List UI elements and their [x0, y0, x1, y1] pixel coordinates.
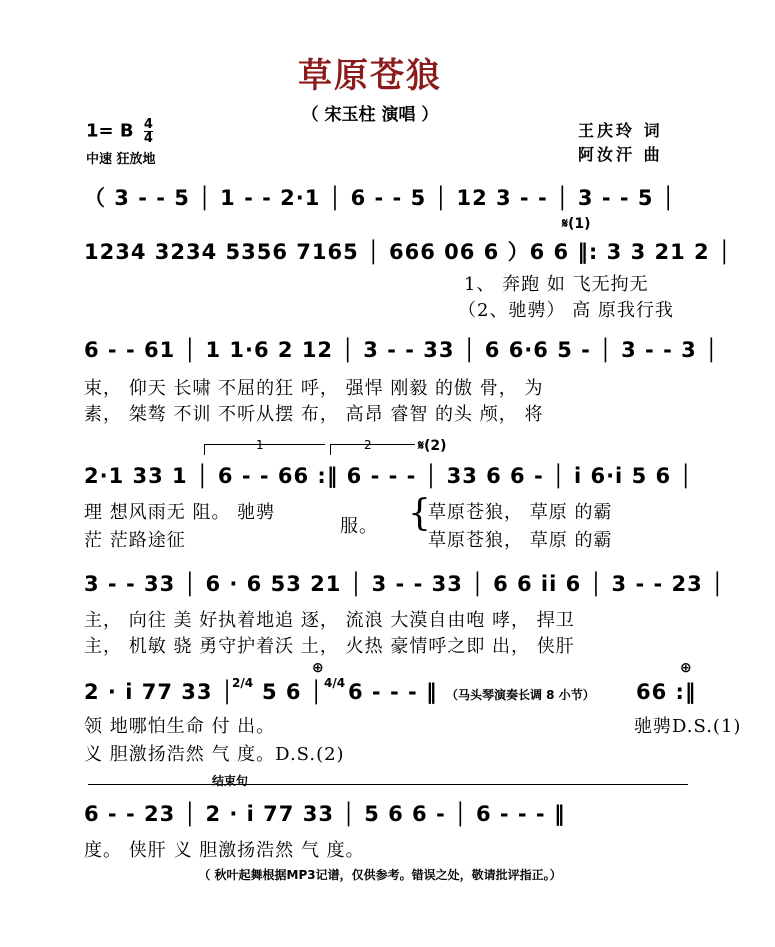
notation-row-6-c: 6 - - - ‖ — [348, 680, 438, 704]
notation-row-3: 6 - - 61 │ 1 1·6 2 12 │ 3 - - 33 │ 6 6·6 5 - │ 3 - - 3 │ — [84, 338, 719, 362]
volta-label-2: 2 — [364, 438, 372, 452]
coda-sign-1: ⊕ — [312, 660, 324, 676]
lyric-row-2-verse-1: 1、 奔跑 如 飞无拘无 — [464, 274, 649, 295]
lyric-row-7: 度。 侠肝 义 胆激扬浩然 气 度。 — [84, 840, 365, 861]
lyric-row-4-verse-2: 茫 茫路途征 — [84, 530, 186, 551]
coda-sign-2: ⊕ — [680, 660, 692, 676]
notation-row-6-d: 66 :‖ — [636, 680, 697, 704]
lyric-brace: { — [408, 493, 431, 534]
notation-row-7: 6 - - 23 │ 2 · i 77 33 │ 5 6 6 - │ 6 - - - ‖ — [84, 802, 566, 826]
tempo-marking: 中速 狂放地 — [86, 152, 156, 167]
ending-bracket — [88, 784, 688, 785]
notation-row-2: 1234 3234 5356 7165 │ 666 06 6 ）6 6 ‖: 3 3 21 2 │ — [84, 240, 732, 264]
lyric-row-6-verse-2: 义 胆激扬浩然 气 度。D.S.(2) — [84, 744, 345, 765]
lyric-row-2-verse-2: （2、驰骋） 高 原我行我 — [458, 300, 674, 321]
time-change-2-4: 2/4 — [232, 676, 254, 690]
lyric-row-3-verse-1: 束， 仰天 长啸 不屈的狂 呼， 强悍 刚毅 的傲 骨， 为 — [84, 378, 544, 399]
volta-bracket-2 — [330, 444, 415, 455]
lyric-row-4-right-1: 草原苍狼， 草原 的霸 — [428, 502, 613, 523]
volta-label-1: 1 — [256, 438, 264, 452]
key-signature — [86, 118, 153, 145]
notation-row-6-b: 5 6 │ — [262, 680, 324, 704]
lyric-row-4-mid: 服。 — [340, 516, 378, 537]
time-bottom: 4 — [143, 131, 153, 146]
key-label: 1= B — [86, 120, 134, 142]
notation-row-6-a: 2 · i 77 33 │ — [84, 680, 235, 704]
time-signature — [144, 118, 153, 145]
time-top: 4 — [143, 117, 153, 132]
notation-row-1: （ 3 - - 5 │ 1 - - 2·1 │ 6 - - 5 │ 12 3 - - │ 3 - - 5 │ — [84, 186, 676, 210]
composer-credit: 阿汝汗 曲 — [578, 145, 663, 164]
lyric-row-4-verse-1: 理 想风雨无 阻。 驰骋 — [84, 502, 276, 523]
lyric-row-6-verse-1: 领 地哪怕生命 付 出。 — [84, 716, 276, 737]
lyric-row-5-verse-2: 主， 机敏 骁 勇守护着沃 土， 火热 豪情呼之即 出， 侠肝 — [84, 636, 575, 657]
transcription-note: （ 秋叶起舞根据MP3记谱，仅供参考。错误之处，敬请批评指正。） — [198, 868, 562, 882]
volta-bracket-1 — [204, 444, 325, 455]
ending-label: 结束句 — [212, 774, 249, 788]
lyric-row-6-right: 驰骋D.S.(1) — [634, 716, 742, 737]
segno-sign-1: 𝄋(1) — [562, 216, 591, 232]
notation-row-5: 3 - - 33 │ 6 · 6 53 21 │ 3 - - 33 │ 6 6 ii 6 │ 3 - - 23 │ — [84, 572, 725, 596]
lyricist-credit: 王庆玲 词 — [578, 121, 663, 140]
lyric-row-4-right-2: 草原苍狼， 草原 的霸 — [428, 530, 613, 551]
segno-sign-2: 𝄋(2) — [418, 438, 447, 454]
performer-subtitle: （ 宋玉柱 演唱 ） — [301, 105, 439, 125]
time-change-4-4: 4/4 — [324, 676, 346, 690]
notation-row-4: 2·1 33 1 │ 6 - - 66 :‖ 6 - - - │ 33 6 6 - │ i 6·i 5 6 │ — [84, 464, 694, 488]
lyric-row-3-verse-2: 素， 桀骜 不训 不听从摆 布， 高昂 睿智 的头 颅， 将 — [84, 404, 544, 425]
song-title: 草原苍狼 — [298, 56, 442, 96]
lyric-row-5-verse-1: 主， 向往 美 好执着地追 逐， 流浪 大漠自由咆 哮， 捍卫 — [84, 610, 575, 631]
interlude-note: （马头琴演奏长调 8 小节） — [446, 688, 595, 702]
